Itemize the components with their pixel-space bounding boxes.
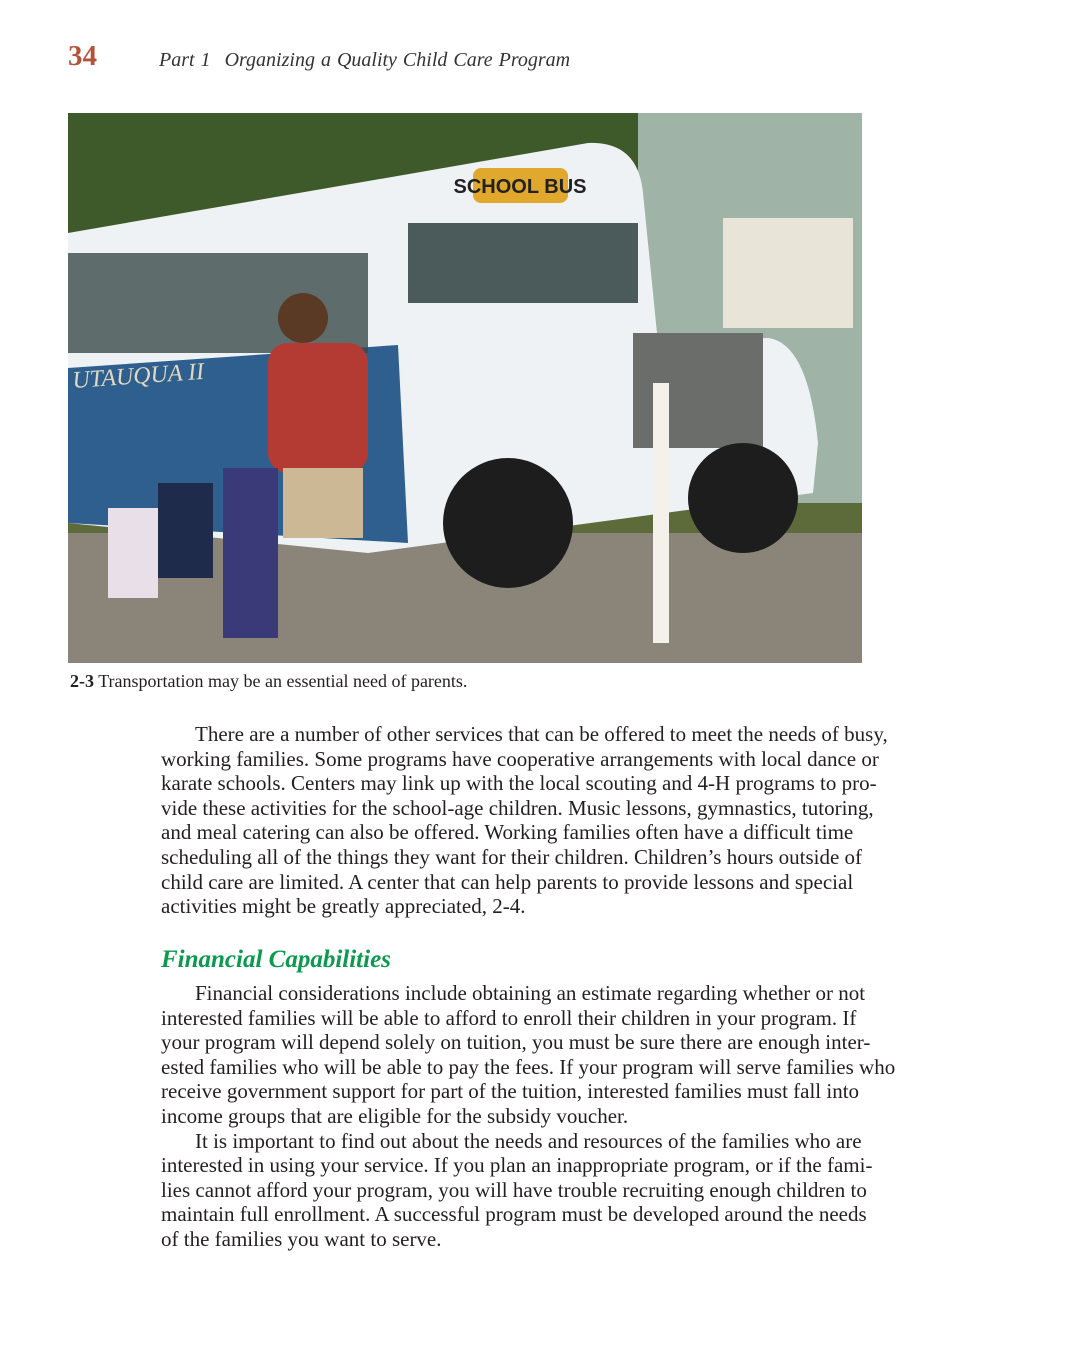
bus-side-text: UTAUQUA II: [71, 358, 205, 394]
text-line: ested families who will be able to pay the fees. If your program will serve families who: [161, 1054, 896, 1079]
text-line: working families. Some programs have cooperative arrangements with local dance or: [161, 746, 879, 771]
text-line: scheduling all of the things they want for their children. Children’s hours outside of: [161, 844, 863, 869]
text-line: There are a number of other services that can be offered to meet the needs of busy,: [195, 722, 888, 746]
running-header: [159, 49, 570, 72]
part-label: Part 1: [159, 49, 211, 71]
bus-sign-text: SCHOOL BUS: [453, 176, 587, 198]
text-line: interested families will be able to afford to enroll their children in your program. If: [161, 1005, 857, 1030]
text-line: income groups that are eligible for the subsidy voucher.: [161, 1103, 629, 1128]
page-number: 34: [68, 40, 97, 72]
figure-caption: [70, 671, 467, 692]
text-line: of the families you want to serve.: [161, 1226, 442, 1251]
section-heading: Financial Capabilities: [161, 946, 391, 973]
text-line: It is important to find out about the needs and resources of the families who are: [195, 1128, 862, 1153]
text-line: receive government support for part of the tuition, interested families must fall into: [161, 1079, 860, 1104]
figure-label: 2-3: [70, 671, 94, 691]
text-line: maintain full enrollment. A successful program must be developed around the needs: [161, 1202, 867, 1227]
text-line: child care are limited. A center that can help parents to provide lessons and special: [161, 869, 854, 894]
text-line: karate schools. Centers may link up with the local scouting and 4-H programs to pro-: [161, 771, 877, 796]
paragraph-other-services: [161, 722, 888, 919]
text-line: activities might be greatly appreciated, 2-4.: [161, 894, 526, 919]
school-bus-photo: [68, 113, 862, 663]
text-line: interested in using your service. If you plan an inappropriate program, or if the fami-: [161, 1153, 873, 1178]
text-line: and meal catering can also be offered. Working families often have a difficult time: [161, 820, 854, 845]
text-line: your program will depend solely on tuition, you must be sure there are enough inter-: [161, 1030, 871, 1055]
chapter-title: Organizing a Quality Child Care Program: [224, 49, 571, 71]
paragraph-financial: [161, 981, 895, 1252]
text-line: Financial considerations include obtaining an estimate regarding whether or not: [195, 981, 866, 1005]
text-line: vide these activities for the school-age children. Music lessons, gymnastics, tutoring,: [161, 795, 874, 820]
caption-text: Transportation may be an essential need of parents.: [98, 671, 468, 691]
text-line: lies cannot afford your program, you will have trouble recruiting enough children to: [161, 1177, 867, 1202]
